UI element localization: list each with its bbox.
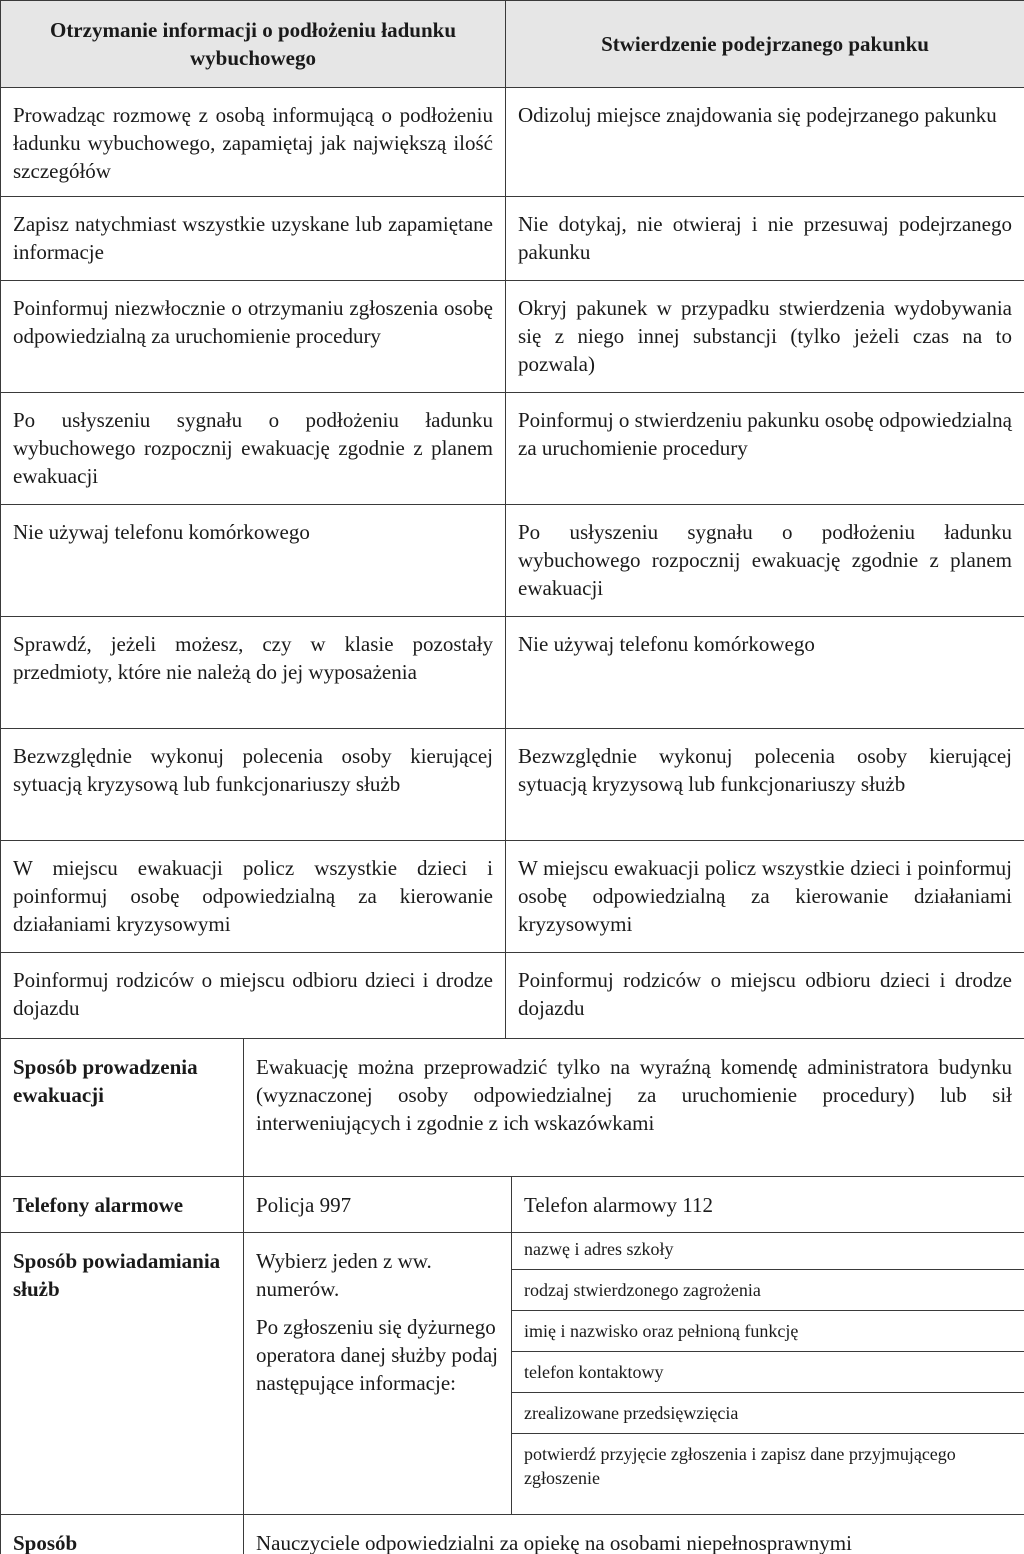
table-row bbox=[1, 729, 1024, 841]
phones-row bbox=[1, 1176, 1024, 1232]
cell-left: Po usłyszeniu sygnału o podłożeniu ładunku wybuchowego rozpocznij ewakuację zgodnie z planem ewakuacji bbox=[1, 393, 506, 505]
notify-row bbox=[1, 1232, 1024, 1514]
table-row bbox=[1, 617, 1024, 729]
cell-right: Bezwzględnie wykonuj polecenia osoby kierującej sytuacją kryzysową lub funkcjonariuszy służb bbox=[506, 729, 1024, 841]
table-row bbox=[1, 393, 1024, 505]
cell-left: Nie używaj telefonu komórkowego bbox=[1, 505, 506, 617]
notify-instruction-1: Wybierz jeden z ww. numerów. bbox=[256, 1248, 432, 1301]
last-label: Sposób bbox=[1, 1514, 244, 1554]
notify-instruction-2: Po zgłoszeniu się dyżurnego operatora danej służby podaj następujące informacje: bbox=[256, 1314, 498, 1395]
cell-left: Bezwzględnie wykonuj polecenia osoby kierującej sytuacją kryzysową lub funkcjonariuszy służb bbox=[1, 729, 506, 841]
list-item: imię i nazwisko oraz pełnioną funkcję bbox=[512, 1311, 1024, 1352]
cell-left: Sprawdź, jeżeli możesz, czy w klasie pozostały przedmioty, które nie należą do jej wyposażenia bbox=[1, 617, 506, 729]
notify-instructions bbox=[244, 1232, 512, 1514]
table-row bbox=[1, 197, 1024, 281]
evacuation-details-table bbox=[0, 1038, 1024, 1554]
cell-left: W miejscu ewakuacji policz wszystkie dzieci i poinformuj osobę odpowiedzialną za kierowanie działaniami kryzysowymi bbox=[1, 841, 506, 953]
table-row bbox=[1, 88, 1024, 197]
cell-right: Poinformuj o stwierdzeniu pakunku osobę odpowiedzialną za uruchomienie procedury bbox=[506, 393, 1024, 505]
notify-label: Sposób powiadamiania służb bbox=[1, 1232, 244, 1514]
table-row bbox=[1, 953, 1024, 1039]
cell-left: Zapisz natychmiast wszystkie uzyskane lub zapamiętane informacje bbox=[1, 197, 506, 281]
phones-label: Telefony alarmowe bbox=[1, 1176, 244, 1232]
list-item: telefon kontaktowy bbox=[512, 1352, 1024, 1393]
cell-right: W miejscu ewakuacji policz wszystkie dzieci i poinformuj osobę odpowiedzialną za kierowanie działaniami kryzysowymi bbox=[506, 841, 1024, 953]
notify-info-list bbox=[512, 1232, 1024, 1514]
last-row bbox=[1, 1514, 1024, 1554]
cell-right: Nie dotykaj, nie otwieraj i nie przesuwaj podejrzanego pakunku bbox=[506, 197, 1024, 281]
list-item: nazwę i adres szkoły bbox=[512, 1233, 1024, 1270]
cell-right: Po usłyszeniu sygnału o podłożeniu ładunku wybuchowego rozpocznij ewakuację zgodnie z planem ewakuacji bbox=[506, 505, 1024, 617]
cell-left: Poinformuj rodziców o miejscu odbioru dzieci i drodze dojazdu bbox=[1, 953, 506, 1039]
table-row bbox=[1, 281, 1024, 393]
evacuation-text: Ewakuację można przeprowadzić tylko na wyraźną komendę administratora budynku (wyznaczonej osoby odpowiedzialnej za uruchomienie procedury) lub sił interweniujących i zgodnie z ich wskazówkami bbox=[244, 1038, 1024, 1176]
cell-right: Okryj pakunek w przypadku stwierdzenia wydobywania się z niego innej substancji (tylko jeżeli czas na to pozwala) bbox=[506, 281, 1024, 393]
alarm-number: Telefon alarmowy 112 bbox=[512, 1176, 1024, 1232]
header-suspicious-package: Stwierdzenie podejrzanego pakunku bbox=[506, 1, 1024, 88]
header-bomb-threat: Otrzymanie informacji o podłożeniu ładunku wybuchowego bbox=[1, 1, 506, 88]
cell-left: Poinformuj niezwłocznie o otrzymaniu zgłoszenia osobę odpowiedzialną za uruchomienie procedury bbox=[1, 281, 506, 393]
cell-right: Odizoluj miejsce znajdowania się podejrzanego pakunku bbox=[506, 88, 1024, 197]
evacuation-row bbox=[1, 1038, 1024, 1176]
table-row bbox=[1, 841, 1024, 953]
table-header-row bbox=[1, 1, 1024, 88]
police-number: Policja 997 bbox=[244, 1176, 512, 1232]
cell-left: Prowadząc rozmowę z osobą informującą o podłożeniu ładunku wybuchowego, zapamiętaj jak największą ilość szczegółów bbox=[1, 88, 506, 197]
cell-right: Poinformuj rodziców o miejscu odbioru dzieci i drodze dojazdu bbox=[506, 953, 1024, 1039]
list-item: potwierdź przyjęcie zgłoszenia i zapisz dane przyjmującego zgłoszenie bbox=[524, 1443, 956, 1488]
table-row bbox=[1, 505, 1024, 617]
cell-right: Nie używaj telefonu komórkowego bbox=[506, 617, 1024, 729]
list-item: zrealizowane przedsięwzięcia bbox=[512, 1393, 1024, 1434]
evacuation-label: Sposób prowadzenia ewakuacji bbox=[1, 1038, 244, 1176]
last-text: Nauczyciele odpowiedzialni za opiekę na osobami niepełnosprawnymi bbox=[244, 1514, 1024, 1554]
list-item: rodzaj stwierdzonego zagrożenia bbox=[512, 1270, 1024, 1311]
